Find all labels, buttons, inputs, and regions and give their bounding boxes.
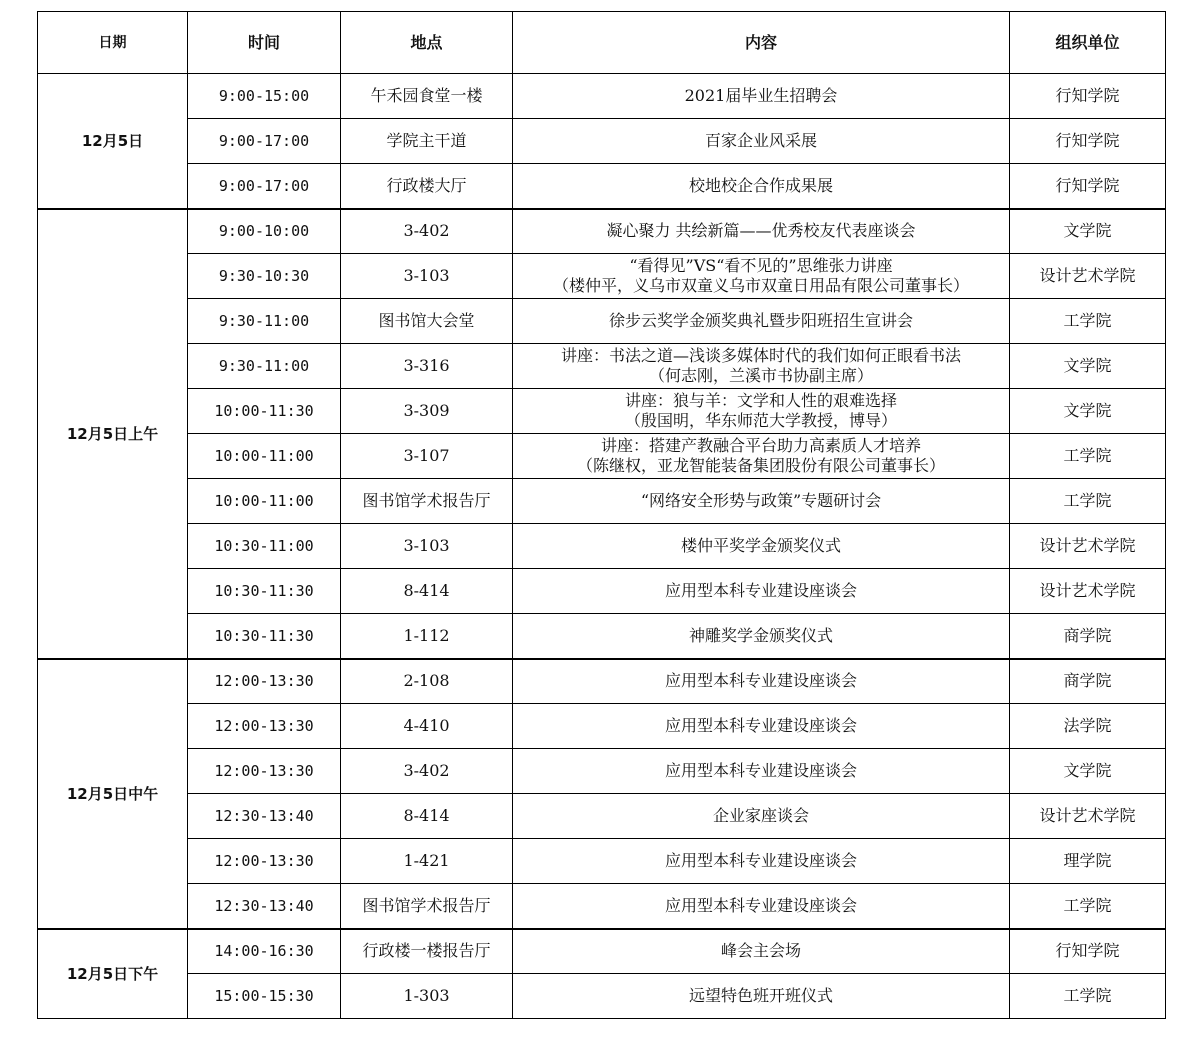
location-cell: 3-107 (341, 434, 513, 479)
org-cell: 设计艺术学院 (1010, 794, 1166, 839)
org-cell: 设计艺术学院 (1010, 524, 1166, 569)
location-cell: 3-103 (341, 524, 513, 569)
table-row (38, 164, 1166, 209)
location-cell: 1-421 (341, 839, 513, 884)
content-cell (513, 164, 1010, 209)
location-cell: 学院主干道 (341, 119, 513, 164)
location-cell: 图书馆学术报告厅 (341, 884, 513, 929)
time-cell: 9:00-15:00 (188, 74, 341, 119)
date-cell: 12月5日中午 (38, 659, 188, 929)
content-title: 远望特色班开班仪式 (688, 986, 833, 1005)
time-cell: 9:30-11:00 (188, 344, 341, 389)
content-title: 楼仲平奖学金颁奖仪式 (680, 536, 841, 555)
time-cell: 14:00-16:30 (188, 929, 341, 974)
time-cell: 12:00-13:30 (188, 659, 341, 704)
date-cell: 12月5日上午 (38, 209, 188, 659)
content-speaker: （楼仲平，义乌市双童义乌市双童日用品有限公司董事长） (552, 276, 969, 295)
org-cell: 设计艺术学院 (1010, 254, 1166, 299)
location-cell: 8-414 (341, 794, 513, 839)
content-title: 应用型本科专业建设座谈会 (664, 851, 857, 870)
time-cell: 9:30-11:00 (188, 299, 341, 344)
table-row (38, 119, 1166, 164)
time-cell: 9:00-10:00 (188, 209, 341, 254)
table-row (38, 749, 1166, 794)
content-title: “看得见”VS“看不见的”思维张力讲座 (629, 256, 893, 275)
table-row (38, 434, 1166, 479)
table-row (38, 794, 1166, 839)
time-cell: 10:00-11:30 (188, 389, 341, 434)
time-cell: 10:30-11:00 (188, 524, 341, 569)
content-cell (513, 299, 1010, 344)
date-cell: 12月5日 (38, 74, 188, 209)
content-title: 讲座：书法之道—浅谈多媒体时代的我们如何正眼看书法 (560, 346, 961, 365)
schedule-body (38, 74, 1166, 1019)
location-cell: 3-402 (341, 209, 513, 254)
content-cell (513, 839, 1010, 884)
location-cell: 1-303 (341, 974, 513, 1019)
content-speaker: （陈继权，亚龙智能装备集团股份有限公司董事长） (576, 456, 945, 475)
org-cell: 工学院 (1010, 299, 1166, 344)
table-row (38, 569, 1166, 614)
table-row (38, 704, 1166, 749)
content-title: 应用型本科专业建设座谈会 (664, 895, 857, 915)
table-row (38, 209, 1166, 254)
header-org: 组织单位 (1010, 12, 1166, 74)
table-row (38, 929, 1166, 974)
time-cell: 12:00-13:30 (188, 749, 341, 794)
content-cell (513, 344, 1010, 389)
table-row (38, 839, 1166, 884)
header-row (38, 12, 1166, 74)
content-cell (513, 794, 1010, 839)
content-cell (513, 479, 1010, 524)
org-cell: 工学院 (1010, 434, 1166, 479)
content-cell (513, 749, 1010, 794)
table-row (38, 479, 1166, 524)
date-cell: 12月5日下午 (38, 929, 188, 1019)
location-cell: 3-103 (341, 254, 513, 299)
org-cell: 行知学院 (1010, 119, 1166, 164)
header-date: 日期 (38, 12, 188, 74)
header-location: 地点 (341, 12, 513, 74)
content-cell (513, 884, 1010, 929)
org-cell: 设计艺术学院 (1010, 569, 1166, 614)
org-cell: 工学院 (1010, 884, 1166, 929)
content-cell (513, 389, 1010, 434)
content-cell (513, 254, 1010, 299)
content-cell (513, 434, 1010, 479)
time-cell: 10:30-11:30 (188, 569, 341, 614)
content-title: 百家企业风采展 (704, 131, 817, 150)
content-cell (513, 704, 1010, 749)
content-cell (513, 929, 1010, 974)
content-cell (513, 74, 1010, 119)
table-row (38, 254, 1166, 299)
location-cell: 2-108 (341, 659, 513, 704)
content-title: 神雕奖学金颁奖仪式 (688, 625, 833, 645)
table-row (38, 659, 1166, 704)
location-cell: 午禾园食堂一楼 (341, 74, 513, 119)
location-cell: 3-309 (341, 389, 513, 434)
org-cell: 文学院 (1010, 389, 1166, 434)
time-cell: 12:00-13:30 (188, 704, 341, 749)
table-row (38, 524, 1166, 569)
org-cell: 商学院 (1010, 659, 1166, 704)
header-time: 时间 (188, 12, 341, 74)
content-cell (513, 569, 1010, 614)
content-speaker: （殷国明，华东师范大学教授，博导） (624, 411, 897, 430)
org-cell: 工学院 (1010, 974, 1166, 1019)
content-title: 应用型本科专业建设座谈会 (664, 761, 857, 780)
org-cell: 商学院 (1010, 614, 1166, 659)
location-cell: 3-316 (341, 344, 513, 389)
content-title: “网络安全形势与政策”专题研讨会 (640, 491, 882, 510)
table-row (38, 74, 1166, 119)
org-cell: 行知学院 (1010, 164, 1166, 209)
table-row (38, 299, 1166, 344)
time-cell: 10:00-11:00 (188, 479, 341, 524)
time-cell: 12:30-13:40 (188, 884, 341, 929)
org-cell: 工学院 (1010, 479, 1166, 524)
content-title: 凝心聚力 共绘新篇——优秀校友代表座谈会 (606, 221, 916, 241)
table-row (38, 344, 1166, 389)
location-cell: 8-414 (341, 569, 513, 614)
schedule-table (37, 11, 1166, 1019)
org-cell: 法学院 (1010, 704, 1166, 749)
content-title: 峰会主会场 (720, 941, 801, 961)
org-cell: 文学院 (1010, 749, 1166, 794)
location-cell: 3-402 (341, 749, 513, 794)
content-speaker: （何志刚，兰溪市书协副主席） (648, 366, 873, 385)
content-cell (513, 524, 1010, 569)
time-cell: 9:00-17:00 (188, 164, 341, 209)
content-cell (513, 119, 1010, 164)
time-cell: 12:00-13:30 (188, 839, 341, 884)
location-cell: 1-112 (341, 614, 513, 659)
org-cell: 文学院 (1010, 209, 1166, 254)
table-row (38, 884, 1166, 929)
location-cell: 行政楼一楼报告厅 (341, 929, 513, 974)
location-cell: 行政楼大厅 (341, 164, 513, 209)
content-title: 讲座：狼与羊：文学和人性的艰难选择 (624, 391, 897, 410)
table-row (38, 974, 1166, 1019)
content-title: 讲座：搭建产教融合平台助力高素质人才培养 (600, 436, 921, 455)
content-title: 企业家座谈会 (712, 806, 809, 825)
org-cell: 文学院 (1010, 344, 1166, 389)
content-title: 徐步云奖学金颁奖典礼暨步阳班招生宣讲会 (608, 311, 913, 330)
content-cell (513, 614, 1010, 659)
location-cell: 图书馆大会堂 (341, 299, 513, 344)
header-content: 内容 (513, 12, 1010, 74)
content-cell (513, 659, 1010, 704)
time-cell: 12:30-13:40 (188, 794, 341, 839)
table-row (38, 389, 1166, 434)
org-cell: 行知学院 (1010, 74, 1166, 119)
org-cell: 理学院 (1010, 839, 1166, 884)
time-cell: 9:30-10:30 (188, 254, 341, 299)
location-cell: 4-410 (341, 704, 513, 749)
content-title: 应用型本科专业建设座谈会 (664, 671, 857, 691)
time-cell: 9:00-17:00 (188, 119, 341, 164)
time-cell: 10:30-11:30 (188, 614, 341, 659)
content-title: 2021届毕业生招聘会 (684, 86, 838, 105)
content-title: 应用型本科专业建设座谈会 (664, 581, 857, 600)
location-cell: 图书馆学术报告厅 (341, 479, 513, 524)
time-cell: 15:00-15:30 (188, 974, 341, 1019)
time-cell: 10:00-11:00 (188, 434, 341, 479)
content-title: 校地校企合作成果展 (688, 175, 833, 195)
content-title: 应用型本科专业建设座谈会 (664, 716, 857, 735)
content-cell (513, 974, 1010, 1019)
content-cell (513, 209, 1010, 254)
table-row (38, 614, 1166, 659)
org-cell: 行知学院 (1010, 929, 1166, 974)
